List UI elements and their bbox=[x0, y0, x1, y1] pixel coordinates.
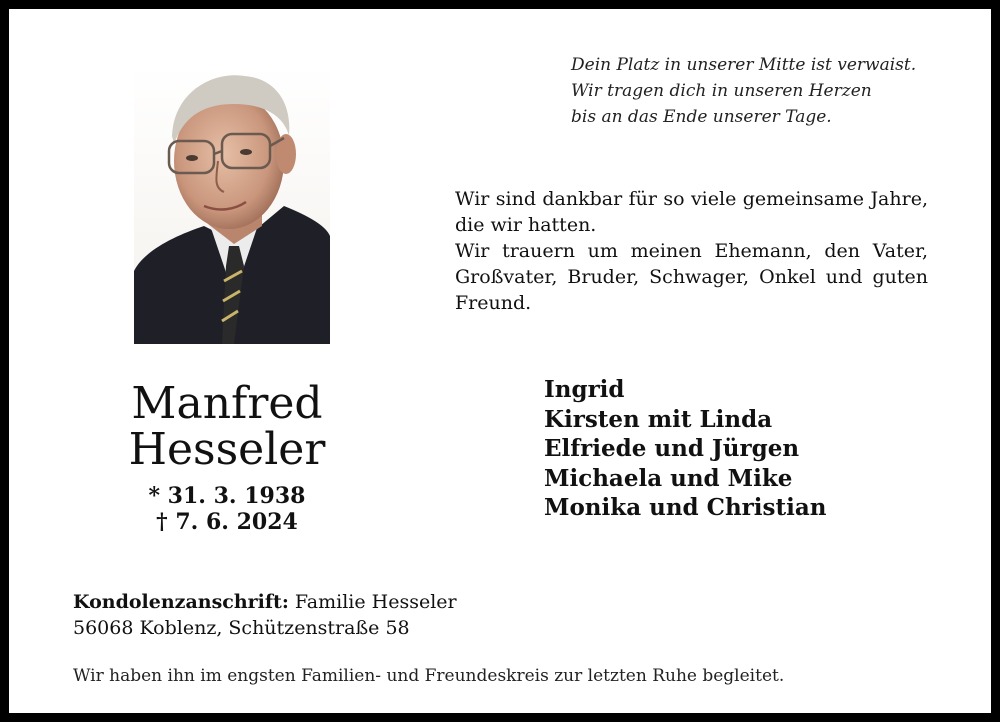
poem-line: Wir tragen dich in unseren Herzen bbox=[571, 81, 872, 101]
poem-line: bis an das Ende unserer Tage. bbox=[571, 107, 832, 127]
address-label: Kondolenzanschrift: bbox=[73, 591, 289, 613]
address-line-2: 56068 Koblenz, Schützenstraße 58 bbox=[73, 617, 410, 639]
intro-text bbox=[455, 186, 928, 316]
address-line-1 bbox=[73, 589, 457, 615]
mourner-name: Michaela und Mike bbox=[544, 464, 793, 492]
first-name: Manfred bbox=[131, 378, 323, 429]
poem-line: Dein Platz in unserer Mitte ist verwaist. bbox=[571, 55, 917, 75]
mourner-name: Ingrid bbox=[544, 376, 625, 403]
portrait-photo bbox=[134, 66, 330, 344]
mourner-name: Elfriede und Jürgen bbox=[544, 435, 800, 462]
burial-note: Wir haben ihn im engsten Familien- und Freundeskreis zur letzten Ruhe begleitet. bbox=[73, 666, 785, 686]
mourner-name: Monika und Christian bbox=[544, 494, 827, 521]
obituary-card bbox=[9, 9, 991, 713]
mourners-list bbox=[544, 375, 826, 523]
last-name: Hesseler bbox=[128, 424, 326, 475]
birth-date: * 31. 3. 1938 bbox=[148, 483, 306, 509]
intro-paragraph: Wir trauern um meinen Ehemann, den Vater, Großvater, Bruder, Schwager, Onkel und guten Freund. bbox=[455, 240, 928, 314]
intro-paragraph: Wir sind dankbar für so viele gemeinsame Jahre, die wir hatten. bbox=[455, 188, 928, 236]
poem-quote bbox=[571, 52, 916, 130]
death-date: † 7. 6. 2024 bbox=[156, 509, 298, 535]
mourner-name: Kirsten mit Linda bbox=[544, 405, 773, 433]
condolence-address bbox=[73, 589, 457, 641]
address-recipient: Familie Hesseler bbox=[288, 591, 457, 613]
deceased-block bbox=[92, 378, 362, 535]
